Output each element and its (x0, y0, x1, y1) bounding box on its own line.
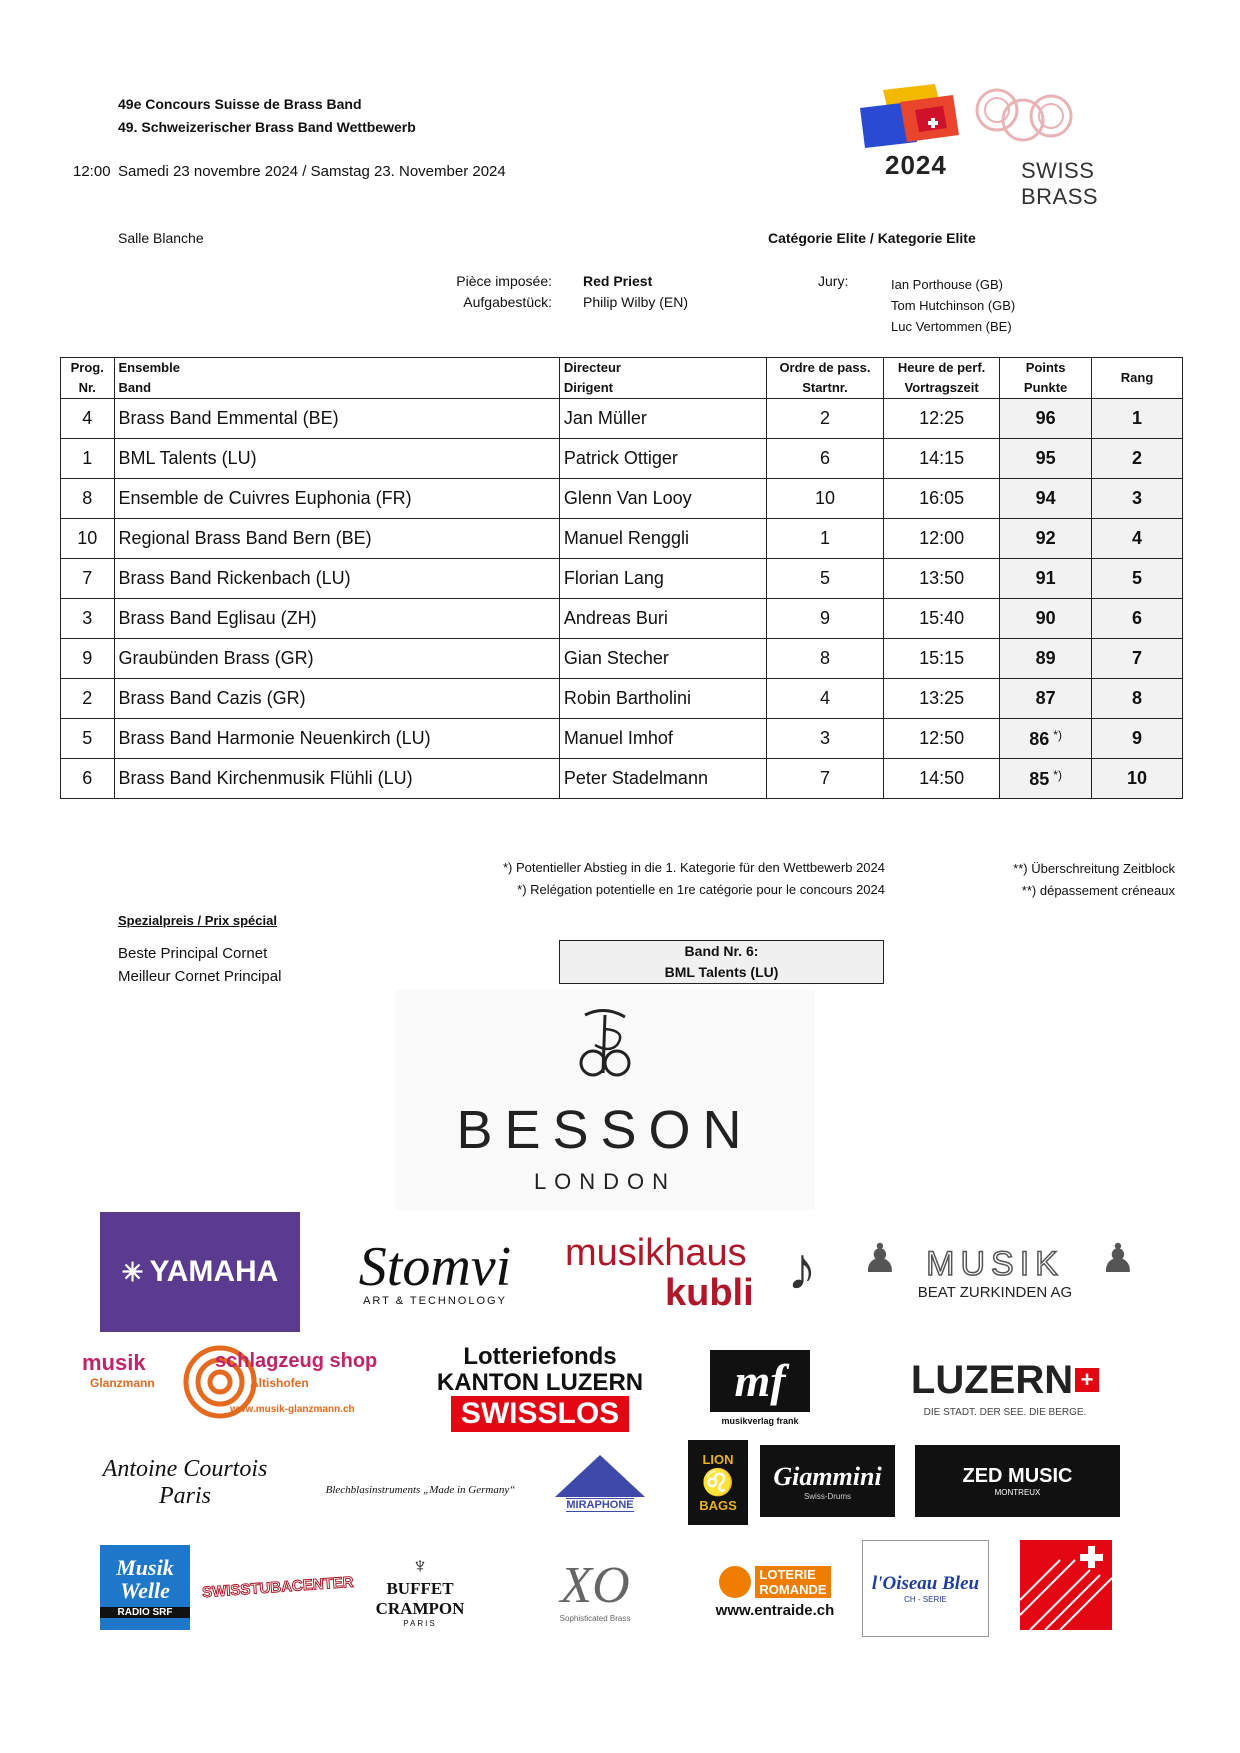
stomvi-logo: Stomvi ART & TECHNOLOGY (358, 1235, 512, 1307)
order-cell: 10 (766, 479, 883, 519)
special-prize-name-de: Beste Principal Cornet (118, 945, 268, 962)
yamaha-tuning-fork-icon: ✳ (121, 1256, 144, 1287)
table-row (61, 759, 1183, 799)
prog-cell: 6 (61, 759, 115, 799)
jury-label: Jury: (818, 273, 849, 289)
band-cell: Brass Band Emmental (BE) (114, 399, 559, 439)
jury-member: Tom Hutchinson (GB) (891, 298, 1016, 313)
piece-label-fr: Pièce imposée: (456, 273, 552, 289)
prog-cell: 7 (61, 559, 115, 599)
table-row (61, 439, 1183, 479)
piece-composer: Philip Wilby (EN) (583, 294, 689, 310)
table-row (61, 559, 1183, 599)
time-cell: 12:50 (884, 719, 1000, 759)
special-prize-winner: Band Nr. 6: BML Talents (LU) (559, 940, 884, 984)
director-cell: Florian Lang (559, 559, 766, 599)
points-cell: 91 (1000, 559, 1092, 599)
overtime-notes (930, 858, 1175, 902)
musikwelle-logo: Musik Welle RADIO SRF (100, 1545, 190, 1630)
col-director: Directeur Dirigent (559, 358, 766, 399)
band-cell: Graubünden Brass (GR) (114, 639, 559, 679)
miraphone-logo: MIRAPHONE (545, 1442, 655, 1522)
trumpeter-icon: ♟ (862, 1237, 898, 1281)
start-time: 12:00 (73, 163, 111, 180)
relegation-note-de: *) Potentieller Abstieg in die 1. Kategorie für den Wettbewerb 2024 (502, 860, 885, 875)
musikverlag-frank-logo: mf musikverlag frank (700, 1345, 820, 1430)
buffet-crampon-logo: ♆ BUFFET CRAMPON PARIS (375, 1552, 465, 1628)
swisslos-logo: Lotteriefonds KANTON LUZERN SWISSLOS (436, 1342, 644, 1430)
lion-bags-logo: LION ♌ BAGS (688, 1440, 748, 1525)
table-row (61, 519, 1183, 559)
antoine-courtois-logo: Antoine Courtois Paris (102, 1455, 268, 1509)
loterie-romande-logo: LOTERIE ROMANDE www.entraide.ch (715, 1567, 835, 1619)
table-row (61, 719, 1183, 759)
director-cell: Manuel Renggli (559, 519, 766, 559)
swiss-cross-icon: + (1075, 1368, 1099, 1392)
yamaha-logo: ✳ YAMAHA (100, 1212, 300, 1332)
swiss-cross-icon (1020, 1540, 1112, 1630)
mountain-icon (550, 1453, 650, 1498)
prog-cell: 9 (61, 639, 115, 679)
relegation-note-fr: *) Relégation potentielle en 1re catégorie pour le concours 2024 (517, 882, 885, 897)
rank-cell: 3 (1092, 479, 1183, 519)
musik-glanzmann-logo: musik schlagzeug shop Glanzmann Altishofen www.musik-glanzmann.ch (80, 1340, 380, 1430)
band-cell: Ensemble de Cuivres Euphonia (FR) (114, 479, 559, 519)
prog-cell: 5 (61, 719, 115, 759)
band-cell: Brass Band Harmonie Neuenkirch (LU) (114, 719, 559, 759)
prog-cell: 3 (61, 599, 115, 639)
points-cell: 90 (1000, 599, 1092, 639)
points-cell: 94 (1000, 479, 1092, 519)
relegation-notes (360, 857, 885, 901)
event-year: 2024 (885, 150, 947, 180)
jury-list (891, 274, 1015, 337)
jury-member: Ian Porthouse (GB) (891, 277, 1003, 292)
swiss-flag-logo (1020, 1540, 1112, 1630)
rank-cell: 6 (1092, 599, 1183, 639)
table-row (61, 599, 1183, 639)
points-cell: 87 (1000, 679, 1092, 719)
col-time: Heure de perf. Vortragszeit (884, 358, 1000, 399)
lyre-icon: ♆ (411, 1552, 429, 1578)
col-points: Points Punkte (1000, 358, 1092, 399)
director-cell: Gian Stecher (559, 639, 766, 679)
xo-brass-logo: XO Sophisticated Brass (559, 1556, 631, 1623)
order-cell: 5 (766, 559, 883, 599)
col-rank: Rang (1092, 358, 1183, 399)
order-cell: 4 (766, 679, 883, 719)
band-cell: Brass Band Eglisau (ZH) (114, 599, 559, 639)
points-cell: 96 (1000, 399, 1092, 439)
trumpeter-icon: ♟ (1100, 1237, 1136, 1281)
loterie-circle-icon (719, 1566, 751, 1598)
swisstubacenter-logo: SWISSTUBACENTER (201, 1573, 354, 1602)
swiss-brass-2024-logo (855, 80, 1175, 209)
table-row (61, 399, 1183, 439)
time-cell: 14:50 (884, 759, 1000, 799)
order-cell: 9 (766, 599, 883, 639)
zed-music-logo: ZED MUSIC MONTREUX (915, 1445, 1120, 1517)
rank-cell: 10 (1092, 759, 1183, 799)
table-row (61, 679, 1183, 719)
giammini-logo: Giammini Swiss-Drums (760, 1445, 895, 1517)
time-cell: 13:25 (884, 679, 1000, 719)
musikhaus-kubli-logo: musikhaus kubli ♪ (565, 1232, 817, 1314)
jury-member: Luc Vertommen (BE) (891, 319, 1012, 334)
points-cell: 86 *) (1000, 719, 1092, 759)
time-cell: 12:25 (884, 399, 1000, 439)
besson-logo: BESSON LONDON (395, 990, 815, 1210)
col-prog: Prog. Nr. (61, 358, 115, 399)
order-cell: 3 (766, 719, 883, 759)
director-cell: Andreas Buri (559, 599, 766, 639)
rank-cell: 2 (1092, 439, 1183, 479)
time-cell: 15:15 (884, 639, 1000, 679)
director-cell: Jan Müller (559, 399, 766, 439)
oiseau-bleu-logo: l'Oiseau Bleu CH - SERIE (862, 1540, 989, 1637)
rank-cell: 9 (1092, 719, 1183, 759)
besson-monogram-icon (565, 1005, 645, 1085)
title-de: 49. Schweizerischer Brass Band Wettbewerb (118, 119, 416, 135)
special-prize-heading: Spezialpreis / Prix spécial (118, 913, 277, 928)
order-cell: 2 (766, 399, 883, 439)
time-cell: 15:40 (884, 599, 1000, 639)
points-cell: 92 (1000, 519, 1092, 559)
director-cell: Peter Stadelmann (559, 759, 766, 799)
order-cell: 7 (766, 759, 883, 799)
points-cell: 85 *) (1000, 759, 1092, 799)
prog-cell: 10 (61, 519, 115, 559)
prog-cell: 8 (61, 479, 115, 519)
music-note-icon: ♪ (787, 1235, 817, 1302)
rank-cell: 4 (1092, 519, 1183, 559)
event-date: Samedi 23 novembre 2024 / Samstag 23. November 2024 (118, 163, 506, 180)
overtime-note-fr: **) dépassement créneaux (1021, 883, 1175, 898)
lion-icon: ♌ (701, 1467, 735, 1497)
time-cell: 13:50 (884, 559, 1000, 599)
director-cell: Patrick Ottiger (559, 439, 766, 479)
event-org: SWISS BRASS (1021, 158, 1099, 209)
director-cell: Manuel Imhof (559, 719, 766, 759)
rank-cell: 5 (1092, 559, 1183, 599)
overtime-note-de: **) Überschreitung Zeitblock (1013, 861, 1175, 876)
col-ensemble: Ensemble Band (114, 358, 559, 399)
prog-cell: 2 (61, 679, 115, 719)
luzern-logo: LUZERN + DIE STADT. DER SEE. DIE BERGE. (890, 1345, 1120, 1430)
director-cell: Glenn Van Looy (559, 479, 766, 519)
band-cell: Brass Band Cazis (GR) (114, 679, 559, 719)
musik-zurkinden-logo: ♟ ♟ MUSIK BEAT ZURKINDEN AG (862, 1237, 1136, 1301)
rank-cell: 8 (1092, 679, 1183, 719)
prog-cell: 1 (61, 439, 115, 479)
time-cell: 16:05 (884, 479, 1000, 519)
points-cell: 89 (1000, 639, 1092, 679)
table-header-row (61, 358, 1183, 399)
points-cell: 95 (1000, 439, 1092, 479)
rank-cell: 1 (1092, 399, 1183, 439)
results-table (60, 357, 1183, 799)
title-fr: 49e Concours Suisse de Brass Band (118, 96, 362, 112)
table-row (61, 639, 1183, 679)
prog-cell: 4 (61, 399, 115, 439)
special-prize-name-fr: Meilleur Cornet Principal (118, 968, 282, 985)
director-cell: Robin Bartholini (559, 679, 766, 719)
relegation-mark: *) (1053, 767, 1062, 782)
venue: Salle Blanche (118, 230, 204, 246)
band-cell: Regional Brass Band Bern (BE) (114, 519, 559, 559)
rank-cell: 7 (1092, 639, 1183, 679)
table-row (61, 479, 1183, 519)
category: Catégorie Elite / Kategorie Elite (768, 230, 976, 246)
band-cell: Brass Band Rickenbach (LU) (114, 559, 559, 599)
order-cell: 6 (766, 439, 883, 479)
col-order: Ordre de pass. Startnr. (766, 358, 883, 399)
piece-title: Red Priest (583, 273, 653, 289)
piece-label-de: Aufgabestück: (463, 294, 552, 310)
time-cell: 12:00 (884, 519, 1000, 559)
made-in-germany-logo: Blechblasinstruments „Made in Germany“ (325, 1484, 516, 1496)
relegation-mark: *) (1053, 727, 1062, 742)
band-cell: Brass Band Kirchenmusik Flühli (LU) (114, 759, 559, 799)
order-cell: 8 (766, 639, 883, 679)
order-cell: 1 (766, 519, 883, 559)
time-cell: 14:15 (884, 439, 1000, 479)
band-cell: BML Talents (LU) (114, 439, 559, 479)
